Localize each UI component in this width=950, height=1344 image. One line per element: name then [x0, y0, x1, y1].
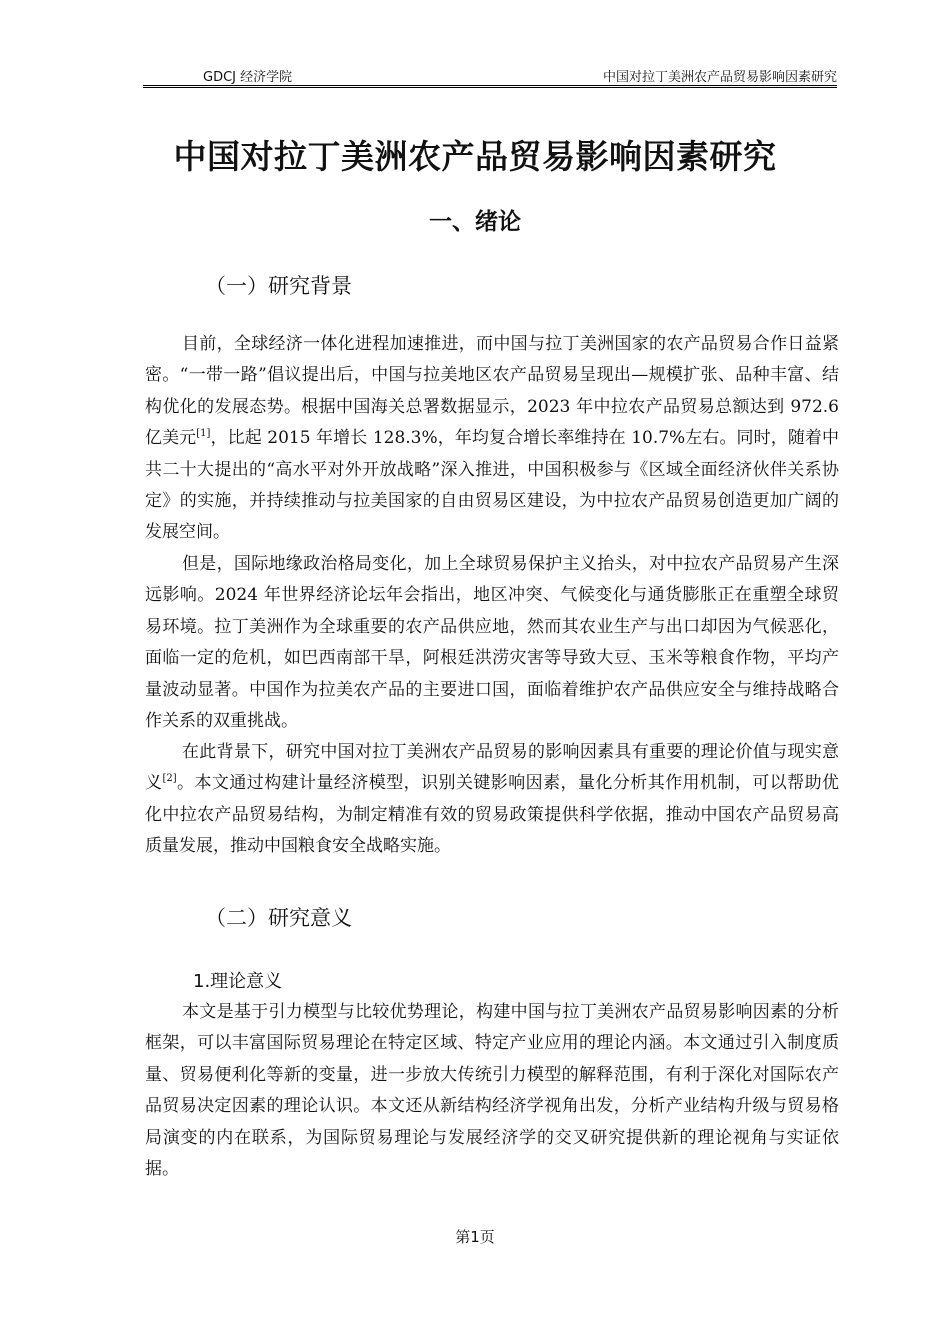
paragraph-theoretical-significance: 本文是基于引力模型与比较优势理论，构建中国与拉丁美洲农产品贸易影响因素的分析框架，可以丰富国际贸易理论在特定区域、特定产业应用的理论内涵。本文通过引入制度质量、贸易便利化等新的变量，进一步放大传统引力模型的解释范围，有利于深化对国际农产品贸易决定因素的理论认识。本文还从新结构经济学视角出发，分析产业结构升级与贸易格局演变的内在联系，为国际贸易理论与发展经济学的交叉研究提供新的理论视角与实证依据。 — [145, 1002, 839, 1180]
header-right-text: 中国对拉丁美洲农产品贸易影响因素研究 — [602, 70, 837, 85]
subsection-heading-significance: （二）研究意义 — [205, 906, 352, 930]
paragraph-text: 在此背景下，研究中国对拉丁美洲农产品贸易的影响因素具有重要的理论价值与现实意义 — [145, 742, 839, 794]
paragraph-text: 目前，全球经济一体化进程加速推进，而中国与拉丁美洲国家的农产品贸易合作日益紧密。“一带一路”倡议提出后，中国与拉美地区农产品贸易呈现出—规模扩张、品种丰富、结构优化的发展态势。根据中国海关总署数据显示，2023 年中拉农产品贸易总额达到 972.6 亿美元 — [145, 334, 839, 449]
section-heading-introduction: 一、绪论 — [429, 209, 521, 235]
header-left-text: GDCJ 经济学院 — [203, 70, 293, 85]
paragraph-background-2: 但是，国际地缘政治格局变化，加上全球贸易保护主义抬头，对中拉农产品贸易产生深远影响。2024 年世界经济论坛年会指出，地区冲突、气候变化与通货膨胀正在重塑全球贸易环境。拉丁美洲作为全球重要的农产品供应地，然而其农业生产与出口却因为气候恶化，面临一定的危机，如巴西南部干旱，阿根廷洪涝灾害等导致大豆、玉米等粮食作物，平均产量波动显著。中国作为拉美农产品的主要进口国，面临着维护农产品供应安全与维持战略合作关系的双重挑战。 — [145, 554, 839, 732]
citation-ref-2[interactable]: [2] — [162, 773, 177, 785]
header-divider — [143, 85, 837, 88]
item-heading-theoretical-significance: 1.理论意义 — [193, 971, 283, 992]
subsection-heading-background: （一）研究背景 — [205, 274, 352, 298]
page-title: 中国对拉丁美洲农产品贸易影响因素研究 — [173, 137, 777, 176]
citation-ref-1[interactable]: [1] — [196, 428, 211, 440]
paragraph-background-3 — [145, 737, 839, 863]
paragraph-text: ，比起 2015 年增长 128.3%，年均复合增长率维持在 10.7%左右。同时，随着中共二十大提出的“高水平对外开放战略”深入推进，中国积极参与《区域全面经济伙伴关系协定》的实施，并持续推动与拉美国家的自由贸易区建设，为中拉农产品贸易创造更加广阔的发展空间。 — [145, 428, 839, 543]
page-number: 第1页 — [455, 1228, 495, 1246]
paragraph-text: 。本文通过构建计量经济模型，识别关键影响因素，量化分析其作用机制，可以帮助优化中拉农产品贸易结构，为制定精准有效的贸易政策提供科学依据，推动中国农产品贸易高质量发展，推动中国粮食安全战略实施。 — [145, 773, 840, 857]
paragraph-background-1 — [145, 329, 839, 549]
